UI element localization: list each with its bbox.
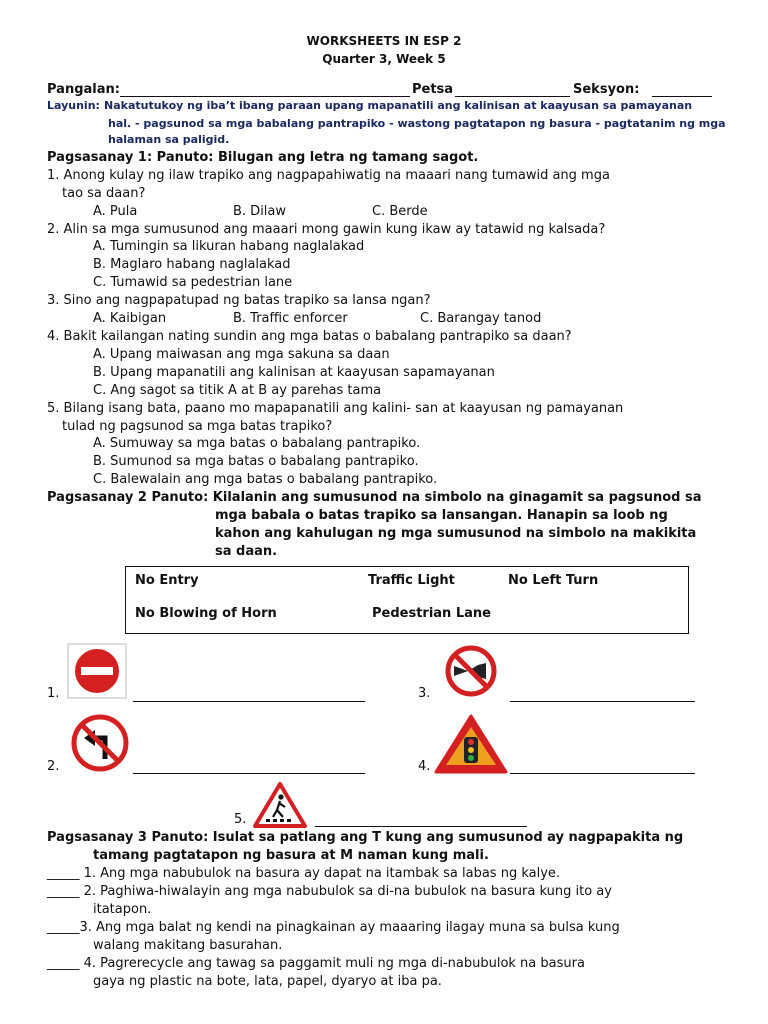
part3-item-2-cont: itatapon.: [93, 902, 152, 917]
petsa-blank[interactable]: [455, 96, 570, 97]
item-3-number: 3.: [418, 686, 431, 701]
worksheet-title: WORKSHEETS IN ESP 2: [306, 34, 462, 48]
layunin-line-2: hal. - pagsunod sa mga babalang pantrapiko - wastong pagtatapon ng basura - pagtatanim ng mga: [108, 117, 726, 130]
q3-option-c[interactable]: C. Barangay tanod: [420, 311, 542, 326]
item-1-number: 1.: [47, 686, 60, 701]
q5-text: 5. Bilang isang bata, paano mo mapapanatili ang kalini- san at kaayusan ng pamayanan: [47, 401, 624, 416]
traffic-light-sign-icon: [433, 713, 509, 775]
pangalan-blank[interactable]: [120, 96, 410, 97]
seksyon-label: Seksyon:: [573, 82, 640, 97]
q1-text: 1. Anong kulay ng ilaw trapiko ang nagpapahiwatig na maaari nang tumawid ang mga: [47, 168, 610, 183]
q3-text: 3. Sino ang nagpapatupad ng batas trapiko sa lansa ngan?: [47, 293, 431, 308]
layunin-line-1: Nakatutukoy ng iba’t ibang paraan upang mapanatili ang kalinisan at kaayusan sa pamayanan: [104, 99, 693, 112]
answer-5-blank[interactable]: [315, 826, 527, 827]
q3-option-a[interactable]: A. Kaibigan: [93, 311, 167, 326]
choice-traffic-light: Traffic Light: [368, 573, 455, 588]
pangalan-label: Pangalan:: [47, 82, 120, 97]
worksheet-subtitle: Quarter 3, Week 5: [322, 52, 446, 66]
choice-no-entry: No Entry: [135, 573, 199, 588]
part3-item-4-cont: gaya ng plastic na bote, lata, papel, dyaryo at iba pa.: [93, 974, 442, 989]
answer-1-blank[interactable]: [133, 701, 365, 702]
part2-heading-line-3: kahon ang kahulugan ng mga sumusunod na simbolo na makikita: [215, 526, 697, 541]
no-left-turn-sign-icon: [69, 714, 131, 772]
item-2-number: 2.: [47, 759, 60, 774]
q1-option-c[interactable]: C. Berde: [372, 204, 428, 219]
choice-no-blowing-horn: No Blowing of Horn: [135, 606, 277, 621]
part3-item-4[interactable]: _____ 4. Pagrerecycle ang tawag sa paggamit muli ng mga di-nabubulok na basura: [47, 956, 585, 971]
q4-text: 4. Bakit kailangan nating sundin ang mga batas o babalang pantrapiko sa daan?: [47, 329, 572, 344]
part3-heading-line-2: tamang pagtatapon ng basura at M naman kung mali.: [93, 848, 489, 863]
q4-option-b[interactable]: B. Upang mapanatili ang kalinisan at kaayusan sapamayanan: [93, 365, 495, 380]
part3-item-2[interactable]: _____ 2. Paghiwa-hiwalayin ang mga nabubulok sa di-na bubulok na basura kung ito ay: [47, 884, 612, 899]
q2-text: 2. Alin sa mga sumusunod ang maaari mong gawin kung ikaw ay tatawid ng kalsada?: [47, 222, 606, 237]
part3-item-1[interactable]: _____ 1. Ang mga nabubulok na basura ay dapat na itambak sa labas ng kalye.: [47, 866, 561, 881]
q1-option-a[interactable]: A. Pula: [93, 204, 138, 219]
choice-no-left-turn: No Left Turn: [508, 573, 599, 588]
no-horn-sign-icon: [442, 645, 500, 697]
q1-option-b[interactable]: B. Dilaw: [233, 204, 287, 219]
petsa-label: Petsa: [412, 82, 454, 97]
no-entry-sign-icon: [67, 643, 127, 699]
part3-item-3-cont: walang makitang basurahan.: [93, 938, 283, 953]
q4-option-c[interactable]: C. Ang sagot sa titik A at B ay parehas tama: [93, 383, 382, 398]
pedestrian-lane-sign-icon: [252, 781, 308, 829]
q2-option-b[interactable]: B. Maglaro habang naglalakad: [93, 257, 291, 272]
q5-option-c[interactable]: C. Balewalain ang mga batas o babalang pantrapiko.: [93, 472, 438, 487]
q2-option-a[interactable]: A. Tumingin sa likuran habang naglalakad: [93, 239, 365, 254]
part2-heading: Pagsasanay 2 Panuto: Kilalanin ang sumusunod na simbolo na ginagamit sa pagsunod sa: [47, 490, 702, 505]
layunin-label: Layunin:: [47, 99, 100, 112]
part1-heading: Pagsasanay 1: Panuto: Bilugan ang letra ng tamang sagot.: [47, 150, 479, 165]
part2-heading-line-2: mga babala o batas trapiko sa lansangan. Hanapin sa loob ng: [215, 508, 668, 523]
q5-option-b[interactable]: B. Sumunod sa mga batas o babalang pantrapiko.: [93, 454, 419, 469]
item-4-number: 4.: [418, 759, 431, 774]
q2-option-c[interactable]: C. Tumawid sa pedestrian lane: [93, 275, 293, 290]
q4-option-a[interactable]: A. Upang maiwasan ang mga sakuna sa daan: [93, 347, 390, 362]
part2-heading-line-4: sa daan.: [215, 544, 278, 559]
answer-2-blank[interactable]: [133, 773, 365, 774]
answer-4-blank[interactable]: [510, 773, 695, 774]
part3-item-3[interactable]: _____3. Ang mga balat ng kendi na pinagkainan ay maaaring ilagay muna sa bulsa kung: [47, 920, 620, 935]
choice-pedestrian-lane: Pedestrian Lane: [372, 606, 491, 621]
layunin-line-3: halaman sa paligid.: [108, 133, 230, 146]
q5-text-cont: tulad ng pagsunod sa mga batas trapiko?: [62, 419, 333, 434]
part3-heading: Pagsasanay 3 Panuto: Isulat sa patlang ang T kung ang sumusunod ay nagpapakita ng: [47, 830, 684, 845]
answer-3-blank[interactable]: [510, 701, 695, 702]
q3-option-b[interactable]: B. Traffic enforcer: [233, 311, 348, 326]
q1-text-cont: tao sa daan?: [62, 186, 146, 201]
item-5-number: 5.: [234, 812, 247, 827]
q5-option-a[interactable]: A. Sumuway sa mga batas o babalang pantrapiko.: [93, 436, 421, 451]
seksyon-blank[interactable]: [652, 96, 712, 97]
